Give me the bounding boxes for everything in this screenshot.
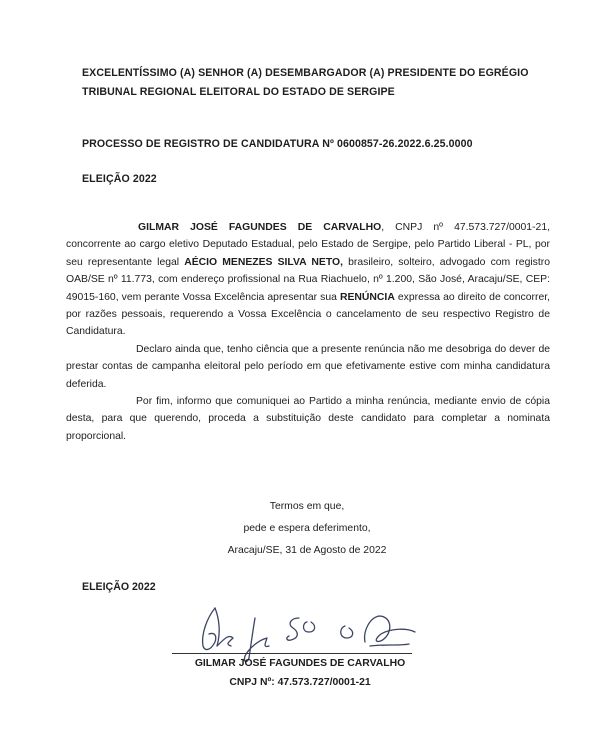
paragraph-1	[66, 219, 550, 341]
process-number-heading: PROCESSO DE REGISTRO DE CANDIDATURA Nº 0600857-26.2022.6.25.0000	[82, 138, 473, 150]
closing-block	[200, 496, 414, 562]
signer-cnpj: CNPJ Nº: 47.573.727/0001-21	[229, 677, 371, 688]
footer-election-label: ELEIÇÃO 2022	[82, 581, 156, 593]
closing-line-1: Termos em que,	[269, 501, 345, 512]
signer-name: GILMAR JOSÉ FAGUNDES DE CARVALHO	[194, 658, 406, 669]
paragraph-1-text-a: , CNPJ nº 47.573.727/0001-21, concorrente ao cargo eletivo Deputado Estadual, pelo Estado de Sergipe, pelo Partido Liberal - PL, por seu representante legal	[66, 222, 550, 268]
renuncia-word: RENÚNCIA	[339, 291, 395, 303]
addressee-heading	[82, 64, 552, 102]
representative-name: AÉCIO MENEZES SILVA NETO,	[184, 256, 343, 268]
signer-block	[188, 654, 412, 692]
candidate-name: GILMAR JOSÉ FAGUNDES DE CARVALHO	[138, 222, 382, 233]
election-heading: ELEIÇÃO 2022	[82, 173, 157, 185]
addressee-line-1: EXCELENTÍSSIMO (A) SENHOR (A) DESEMBARGADOR (A) PRESIDENTE DO EGRÉGIO	[82, 67, 529, 79]
petition-body	[66, 219, 550, 445]
paragraph-1-text-c: expressa ao direito de concorrer, por razões pessoais, requerendo a Vossa Excelência o cancelamento de seu respectivo Registro de Candidatura.	[66, 291, 550, 338]
paragraph-3: Por fim, informo que comuniquei ao Partido a minha renúncia, mediante envio de cópia desta, para que querendo, proceda a substituição deste candidato para completar a nominata proporcional.	[66, 396, 550, 442]
closing-date: Aracaju/SE, 31 de Agosto de 2022	[227, 545, 387, 556]
closing-line-2: pede e espera deferimento,	[243, 523, 371, 534]
paragraph-1-text-b: brasileiro, solteiro, advogado com registro OAB/SE nº 11.773, com endereço profissional na Rua Riachuelo, nº 1.200, São José, Aracaju/SE, CEP: 49015-160, vem perante Vossa Excelência apresentar sua	[66, 256, 550, 303]
addressee-line-2: TRIBUNAL REGIONAL ELEITORAL DO ESTADO DE SERGIPE	[82, 86, 395, 98]
paragraph-2: Declaro ainda que, tenho ciência que a presente renúncia não me desobriga do dever de prestar contas de campanha eleitoral pelo período em que efetivamente estive com minha candidatura deferida.	[66, 343, 550, 390]
